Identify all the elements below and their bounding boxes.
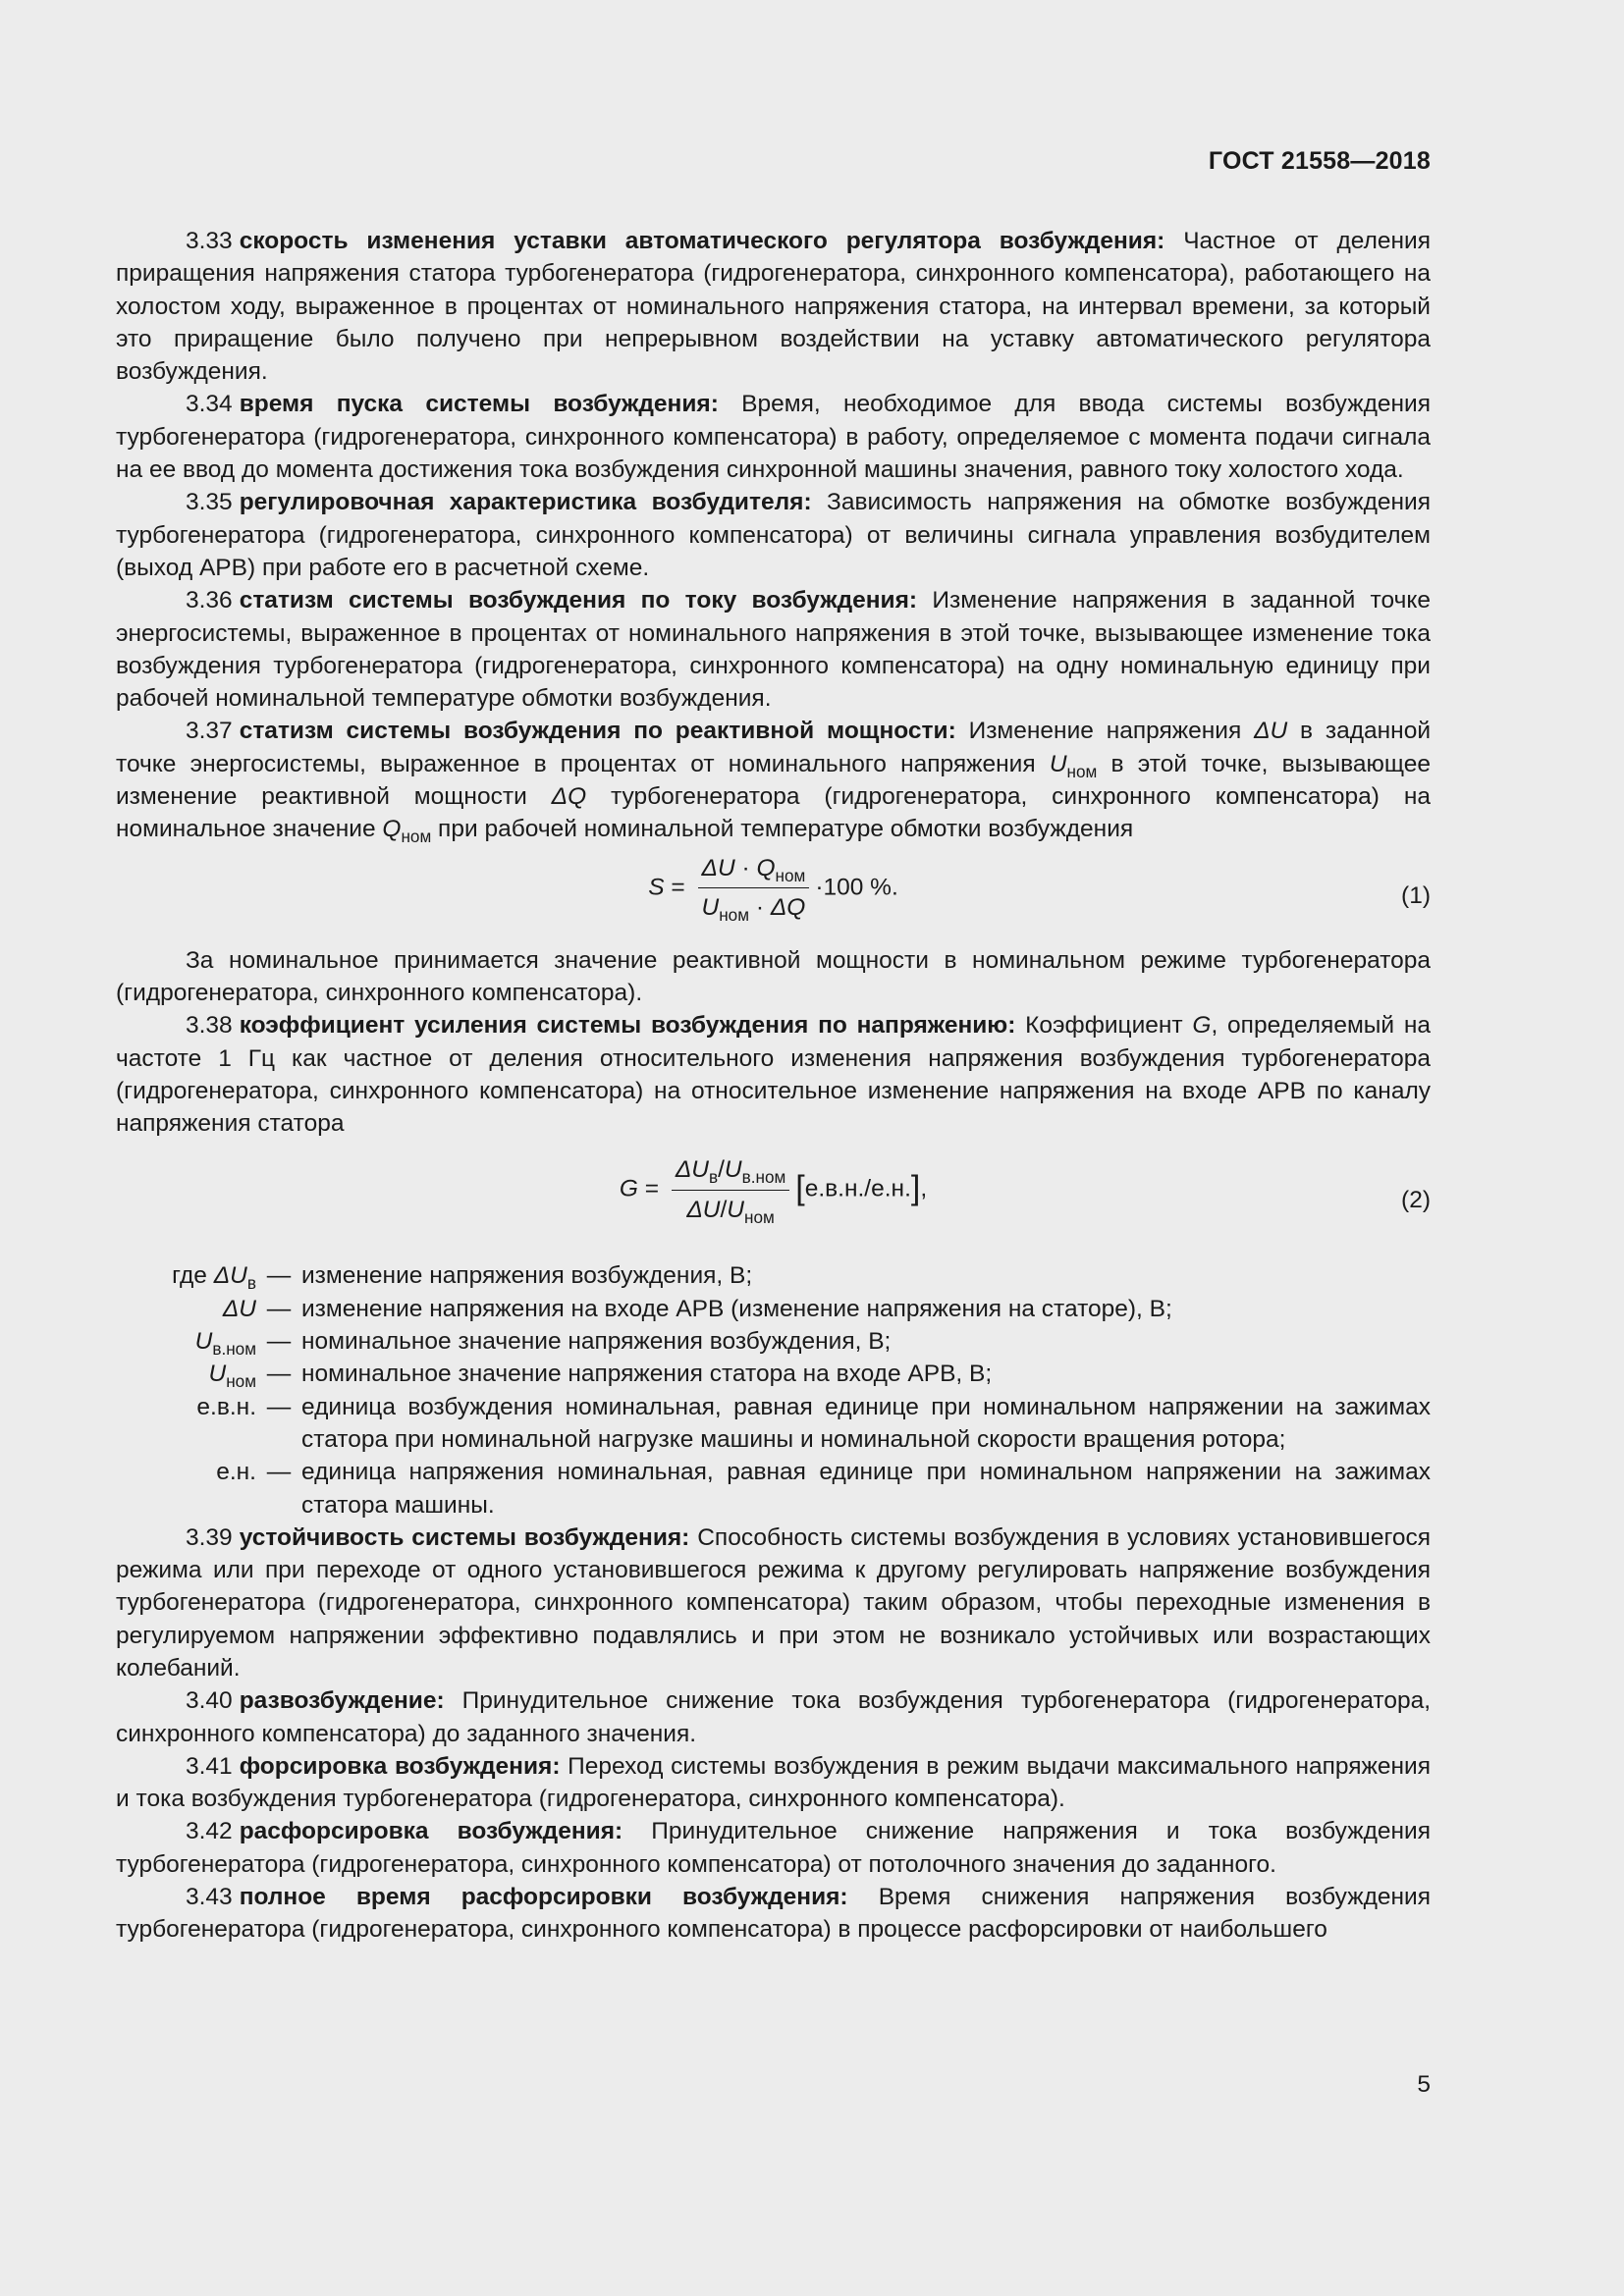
page-number: 5 — [1417, 2071, 1431, 2098]
legend-text: единица возбуждения номинальная, равная единице при номинальном напряжении на зажимах статора при номинальной нагрузке машины и номинальной скорости вращения ротора; — [301, 1393, 1431, 1453]
formula-2-expression — [116, 1153, 1431, 1226]
term: время пуска системы возбуждения: — [239, 391, 719, 418]
symbol: ΔQ — [770, 893, 806, 921]
term: статизм системы возбуждения по току возбуждения: — [239, 587, 918, 614]
definition: Изменение напряжения в заданной точке энергосистемы, выраженное в процентах от номинального напряжения в этой точке, вызывающее изменение тока возбуждения турбогенератора (гидрогенератора, синхронного компенсатора) на одну номинальную единицу при рабочей номинальной температуре обмотки возбуждения. — [116, 587, 1431, 713]
symbol: ΔU — [701, 854, 735, 881]
subscript: в.ном — [212, 1339, 256, 1360]
symbol: ΔU — [675, 1156, 709, 1184]
symbol-q: Q — [382, 816, 402, 843]
definition: Переход системы возбуждения в режим выдачи максимального напряжения и тока возбуждения турбогенератора (гидрогенератора, синхронного компенсатора). — [116, 1752, 1431, 1813]
legend-row — [116, 1358, 1431, 1390]
paragraph-3-36 — [116, 584, 1431, 715]
equals-sign: = — [671, 873, 685, 900]
paragraph-3-34 — [116, 388, 1431, 486]
subscript: в — [708, 1167, 719, 1188]
term: развозбуждение: — [239, 1687, 445, 1715]
legend-text: номинальное значение напряжения статора на входе АРВ, В; — [301, 1361, 993, 1388]
definition-part: Коэффициент — [1025, 1012, 1193, 1040]
definition: Время снижения напряжения возбуждения турбогенератора (гидрогенератора, синхронного компенсатора) в процессе расфорсировки от наибольшего — [116, 1884, 1431, 1944]
paragraph-3-41 — [116, 1750, 1431, 1816]
legend-text: единица напряжения номинальная, равная единице при номинальном напряжении на зажимах статора машины. — [301, 1459, 1431, 1519]
legend-row — [116, 1391, 1431, 1457]
page-content — [116, 225, 1431, 1947]
symbol: U — [727, 1196, 744, 1223]
paragraph-3-38 — [116, 1009, 1431, 1140]
dash: — — [266, 1262, 292, 1290]
legend-text: изменение напряжения возбуждения, В; — [301, 1262, 753, 1290]
paragraph-3-37 — [116, 715, 1431, 845]
subscript: ном — [226, 1371, 256, 1392]
paragraph-note: За номинальное принимается значение реактивной мощности в номинальном режиме турбогенератора (гидрогенератора, синхронного компенсатора). — [116, 946, 1431, 1006]
term: устойчивость системы возбуждения: — [239, 1523, 690, 1551]
term: регулировочная характеристика возбудителя: — [239, 489, 812, 516]
clause-number: 3.35 — [186, 489, 233, 516]
term: расфорсировка возбуждения: — [239, 1818, 623, 1845]
definition: Частное от деления приращения напряжения статора турбогенератора (гидрогенератора, синхронного компенсатора), работающего на холостом ходу, выраженное в процентах от номинального напряжения статора, на интервал времени, за который это приращение было получено при непрерывном воздействии на уставку автоматического регулятора возбуждения. — [116, 228, 1432, 386]
symbol-delta-u: ΔU — [1254, 718, 1288, 745]
legend-text: номинальное значение напряжения возбуждения, В; — [301, 1328, 892, 1356]
legend-symbol: е.в.н. — [196, 1393, 256, 1420]
unit: е.в.н./е.н. — [804, 1175, 911, 1202]
left-bracket: [ — [795, 1169, 805, 1207]
equals-sign: = — [644, 1175, 660, 1202]
definition: Зависимость напряжения на обмотке возбуждения турбогенератора (гидрогенератора, синхронного компенсатора) от величины сигнала управления возбудителем (выход АРВ) при работе его в расчетной схеме. — [116, 489, 1431, 581]
term: форсировка возбуждения: — [239, 1752, 561, 1780]
fraction — [672, 1153, 789, 1226]
formula-1-expression — [116, 852, 1431, 925]
legend-row — [116, 1456, 1431, 1522]
paragraph-3-43 — [116, 1881, 1431, 1947]
operator: / — [718, 1156, 725, 1184]
paragraph-3-39 — [116, 1522, 1431, 1684]
equation-number: (1) — [1401, 881, 1431, 909]
paragraph-3-35 — [116, 486, 1431, 584]
term: полное время расфорсировки возбуждения: — [239, 1884, 848, 1911]
definition: Принудительное снижение тока возбуждения турбогенератора (гидрогенератора, синхронного компенсатора) до заданного значения. — [116, 1687, 1432, 1747]
subscript: ном — [719, 904, 750, 925]
operator: · — [755, 893, 764, 921]
definition: Время, необходимое для ввода системы возбуждения турбогенератора (гидрогенератора, синхронного компенсатора) в работу, определяемое с момента подачи сигнала на ее ввод до момента достижения тока возбуждения синхронной машины значения, равного току холостого хода. — [116, 391, 1431, 484]
definition-part: в этой точке, вызывающее изменение реактивной мощности — [116, 750, 1431, 811]
definition-part: , определяемый на частоте 1 Гц как частное от деления относительного изменения напряжения возбуждения турбогенератора (гидрогенератора, синхронного компенсатора) на относительное изменение напряжения на входе АРВ по каналу напряжения статора — [116, 1012, 1432, 1138]
legend-symbol — [116, 1293, 256, 1325]
comma: , — [920, 1175, 928, 1202]
formula-lhs: S — [648, 873, 665, 900]
standard-designation: ГОСТ 21558—2018 — [1208, 147, 1431, 175]
clause-number: 3.33 — [186, 228, 233, 254]
symbol: ΔU — [686, 1196, 721, 1223]
formula-1 — [116, 846, 1431, 944]
clause-number: 3.42 — [186, 1818, 233, 1845]
numerator — [698, 852, 810, 888]
subscript-nom: ном — [401, 827, 432, 847]
denominator — [698, 888, 810, 924]
symbol: U — [194, 1328, 213, 1356]
dash: — — [266, 1295, 292, 1322]
legend-row — [116, 1325, 1431, 1358]
dash: — — [266, 1328, 292, 1356]
dash: — — [266, 1361, 292, 1388]
operator: · — [741, 854, 750, 881]
definition: Принудительное снижение напряжения и тока возбуждения турбогенератора (гидрогенератора, синхронного компенсатора) от потолочного значения до заданного. — [116, 1818, 1431, 1878]
legend-row — [116, 1293, 1431, 1325]
definition: Способность системы возбуждения в условиях установившегося режима или при переходе от одного установившегося режима к другому регулировать напряжение возбуждения турбогенератора (гидрогенератора, синхронного компенсатора) таким образом, чтобы переходные изменения в регулируемом напряжении эффективно подавлялись и при этом не возникало устойчивых или возрастающих колебаний. — [116, 1523, 1431, 1682]
right-bracket: ] — [910, 1169, 921, 1207]
symbol: U — [724, 1156, 742, 1184]
term: коэффициент усиления системы возбуждения по напряжению: — [239, 1012, 1016, 1040]
dash: — — [266, 1459, 292, 1486]
symbol: Q — [756, 854, 776, 881]
subscript: ном — [775, 865, 806, 885]
symbol: U — [701, 893, 720, 921]
paragraph-3-33 — [116, 225, 1431, 388]
subscript: в — [246, 1273, 256, 1294]
clause-number: 3.36 — [186, 587, 233, 614]
symbol-delta-q: ΔQ — [551, 783, 587, 811]
paragraph-3-42 — [116, 1815, 1431, 1881]
numerator — [672, 1153, 789, 1190]
term: статизм системы возбуждения по реактивной мощности: — [239, 718, 956, 745]
definition-part: в заданной точке энергосистемы, выраженное в процентах от номинального напряжения — [116, 718, 1432, 777]
legend-symbol — [116, 1259, 256, 1292]
legend-symbol — [116, 1325, 256, 1358]
legend-symbol: е.н. — [216, 1459, 256, 1486]
symbol: ΔU — [213, 1262, 247, 1290]
definition-part: при рабочей номинальной температуре обмотки возбуждения — [431, 816, 1134, 843]
symbol-g: G — [1192, 1012, 1212, 1040]
equation-number: (2) — [1401, 1187, 1431, 1214]
symbol: U — [208, 1361, 227, 1388]
clause-number: 3.40 — [186, 1687, 233, 1715]
symbol: ΔU — [222, 1295, 256, 1322]
formula-lhs: G — [619, 1175, 638, 1202]
term: скорость изменения уставки автоматического регулятора возбуждения: — [239, 228, 1165, 254]
definition-part: Изменение напряжения — [968, 718, 1255, 745]
symbol-u: U — [1049, 750, 1067, 777]
clause-number: 3.37 — [186, 718, 233, 745]
subscript: ном — [743, 1206, 775, 1227]
formula-tail: ·100 %. — [815, 873, 898, 900]
clause-number: 3.43 — [186, 1884, 233, 1911]
operator: / — [720, 1196, 728, 1223]
legend-symbol — [116, 1358, 256, 1390]
subscript: в.ном — [741, 1167, 786, 1188]
clause-number: 3.34 — [186, 391, 233, 418]
clause-number: 3.38 — [186, 1012, 233, 1040]
subscript-nom: ном — [1066, 761, 1098, 781]
legend-lead: где — [172, 1262, 214, 1290]
fraction — [698, 852, 810, 925]
paragraph-3-40 — [116, 1684, 1431, 1750]
formula-2 — [116, 1140, 1431, 1259]
definition-part: турбогенератора (гидрогенератора, синхронного компенсатора) на номинальное значение — [116, 783, 1431, 843]
clause-number: 3.39 — [186, 1523, 233, 1551]
denominator — [672, 1191, 789, 1226]
clause-number: 3.41 — [186, 1752, 233, 1780]
dash: — — [266, 1393, 292, 1420]
legend-row — [116, 1259, 1431, 1292]
legend-text: изменение напряжения на входе АРВ (изменение напряжения на статоре), В; — [301, 1295, 1172, 1322]
symbol-legend — [116, 1259, 1431, 1521]
